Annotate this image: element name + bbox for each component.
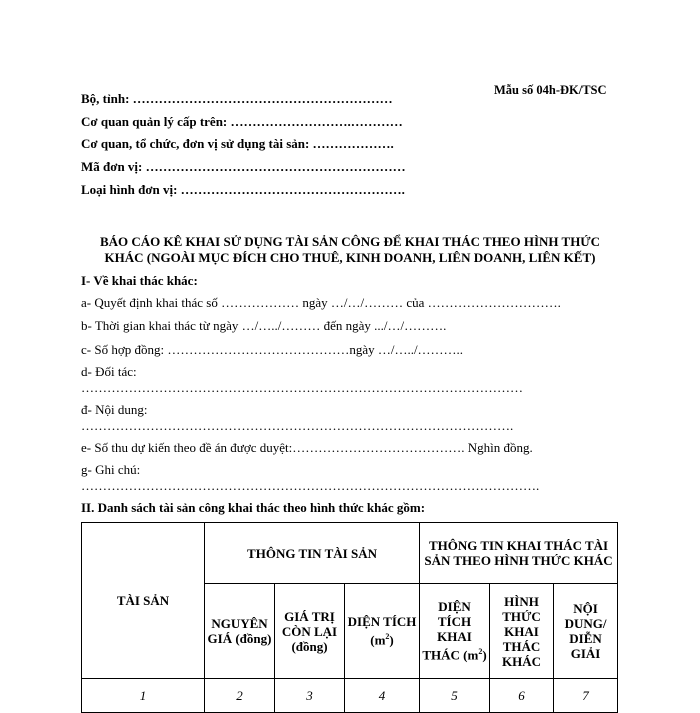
column-number: 2 [205, 679, 275, 713]
group-exploitation-info-header: THÔNG TIN KHAI THÁC TÀI SẢN THEO HÌNH THỨC KHÁC [420, 523, 618, 584]
report-title-line2: KHÁC (NGOÀI MỤC ĐÍCH CHO THUÊ, KINH DOANH, LIÊN DOANH, LIÊN KẾT) [104, 250, 596, 265]
header-ministry: Bộ, tỉnh: …………………………………………………… [81, 91, 393, 106]
column-number: 1 [82, 679, 205, 713]
item-dd-label: đ- Nội dung: [81, 402, 148, 417]
form-code: Mẫu số 04h-ĐK/TSC [494, 83, 607, 97]
section2-heading: II. Danh sách tài sản công khai thác theo hình thức khác gồm: [81, 500, 426, 515]
item-g-label: g- Ghi chú: [81, 462, 141, 477]
report-title-line1: BÁO CÁO KÊ KHAI SỬ DỤNG TÀI SẢN CÔNG ĐỂ KHAI THÁC THEO HÌNH THỨC [99, 234, 601, 249]
item-e: e- Số thu dự kiến theo đề án được duyệt:…………………………………. Nghìn đồng. [81, 440, 533, 455]
group-asset-info-header: THÔNG TIN TÀI SẢN [205, 523, 420, 584]
column-number: 6 [490, 679, 554, 713]
item-dd-dots: ………………………………………………………………………………………. [81, 418, 514, 433]
item-b: b- Thời gian khai thác từ ngày …/…../……… đến ngày .../…/………. [81, 318, 447, 333]
item-c: c- Số hợp đồng: ……………………………………ngày …/…../……….. [81, 342, 464, 357]
column-number: 5 [420, 679, 490, 713]
col-remaining-value-header: GIÁ TRỊ CÒN LẠI (đồng) [275, 584, 345, 679]
column-number: 4 [345, 679, 420, 713]
item-d-dots: ………………………………………………………………………………………… [81, 380, 523, 395]
col-original-price-header: NGUYÊN GIÁ (đồng) [205, 584, 275, 679]
col-form-header: HÌNH THỨC KHAI THÁC KHÁC [490, 584, 554, 679]
col-area-header: DIỆN TÍCH $(m^2)$ [345, 584, 420, 679]
col-exploited-area-header: DIỆN TÍCH KHAI THÁC $(m^2)$ [420, 584, 490, 679]
item-a: a- Quyết định khai thác số ……………… ngày …/…/……… của …………………………. [81, 295, 561, 310]
column-number: 3 [275, 679, 345, 713]
item-g-dots: ……………………………………………………………………………………………. [81, 478, 540, 493]
column-number: 7 [554, 679, 618, 713]
col-content-header: NỘI DUNG/ DIỄN GIẢI [554, 584, 618, 679]
header-unit-type: Loại hình đơn vị: ……………………………………………. [81, 182, 405, 197]
section1-heading: I- Về khai thác khác: [81, 273, 198, 288]
header-using-unit: Cơ quan, tổ chức, đơn vị sử dụng tài sản: ………………. [81, 136, 394, 151]
col-asset-header: TÀI SẢN [82, 523, 205, 679]
header-superior-agency: Cơ quan quản lý cấp trên: ……………………….………… [81, 114, 403, 129]
item-d-label: d- Đối tác: [81, 364, 137, 379]
asset-table [81, 522, 618, 713]
header-unit-code: Mã đơn vị: …………………………………………………… [81, 159, 406, 174]
